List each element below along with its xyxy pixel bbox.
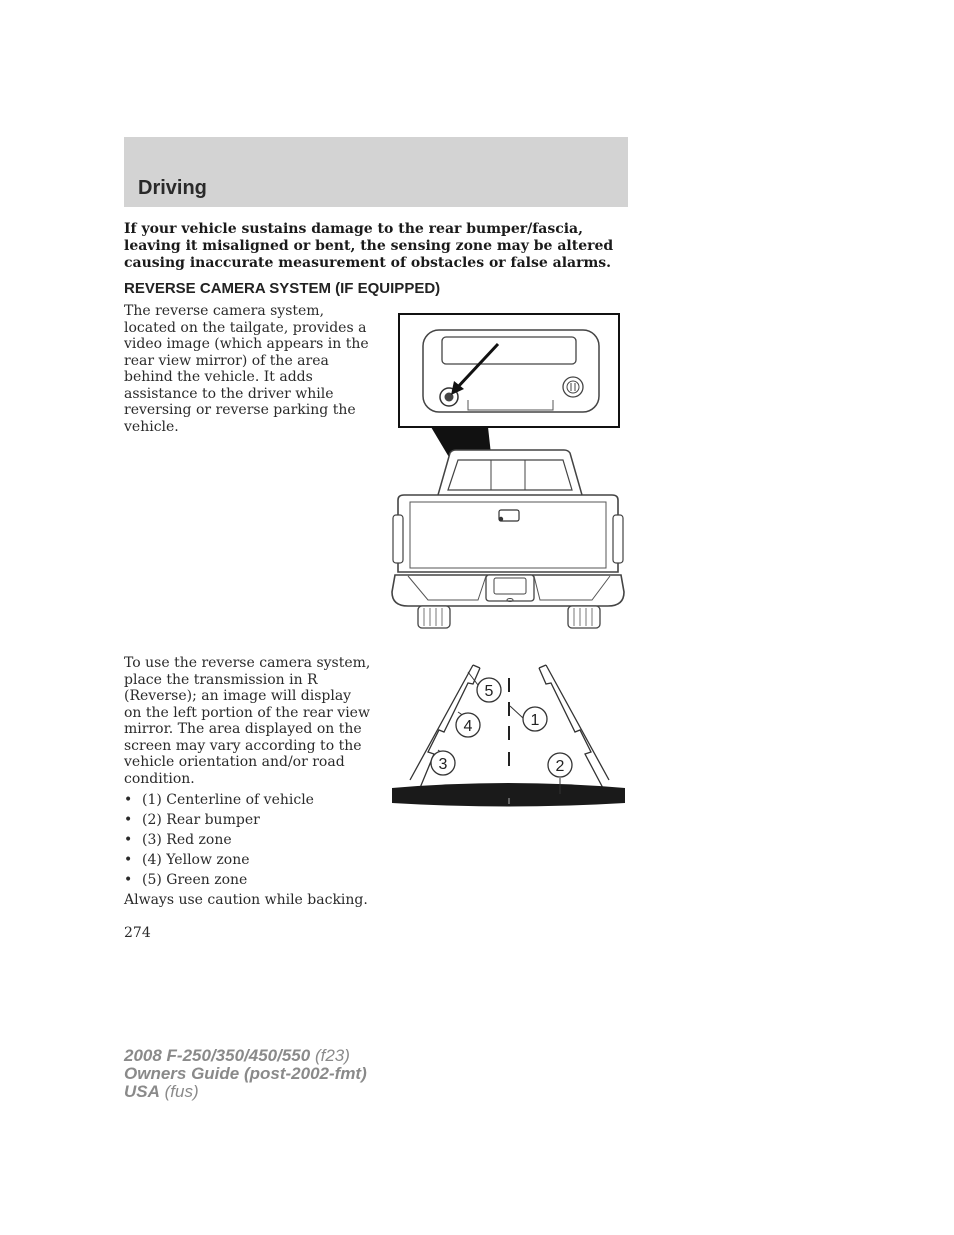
footer-model: 2008 F-250/350/450/550 xyxy=(124,1046,311,1065)
zone-label-1: 1 xyxy=(530,712,540,729)
footer-market-code: (fus) xyxy=(164,1082,199,1101)
caution-text: Always use caution while backing. xyxy=(124,892,368,908)
list-item: • (1) Centerline of vehicle xyxy=(124,792,314,808)
tailgate-camera-illustration xyxy=(388,310,628,635)
section-title: Driving xyxy=(138,177,207,199)
footer-market: USA xyxy=(124,1082,160,1101)
intro-paragraph: The reverse camera system, located on the tailgate, provides a video image (which appears in the rear view mirror) of the area behind the vehicle. It adds assistance to the driver while reversing or reverse parking the vehicle. xyxy=(124,303,369,435)
subsection-heading: REVERSE CAMERA SYSTEM (IF EQUIPPED) xyxy=(124,280,441,297)
zone-label-3: 3 xyxy=(438,756,448,773)
zone-legend-list xyxy=(124,791,314,891)
warning-text: If your vehicle sustains damage to the rear bumper/fascia, leaving it misaligned or bent, the sensing zone may be altered causing inaccurate measurement of obstacles or false alarms. xyxy=(124,221,614,271)
usage-paragraph: To use the reverse camera system, place the transmission in R (Reverse); an image will display on the left portion of the rear view mirror. The area displayed on the screen may vary according to the vehicle orientation and/or road condition. xyxy=(124,655,371,787)
list-item: • (2) Rear bumper xyxy=(124,812,260,828)
list-item: • (4) Yellow zone xyxy=(124,852,250,868)
footer-guide: Owners Guide (post-2002-fmt) xyxy=(124,1064,367,1083)
zone-label-5: 5 xyxy=(484,683,494,700)
zone-label-4: 4 xyxy=(463,718,473,735)
footer-model-code: (f23) xyxy=(314,1046,350,1065)
zone-label-2: 2 xyxy=(555,758,565,775)
camera-display-zones-diagram xyxy=(388,660,628,810)
page-number: 274 xyxy=(124,925,151,941)
document-footer xyxy=(124,1047,367,1101)
list-item: • (5) Green zone xyxy=(124,872,248,888)
list-item: • (3) Red zone xyxy=(124,832,232,848)
